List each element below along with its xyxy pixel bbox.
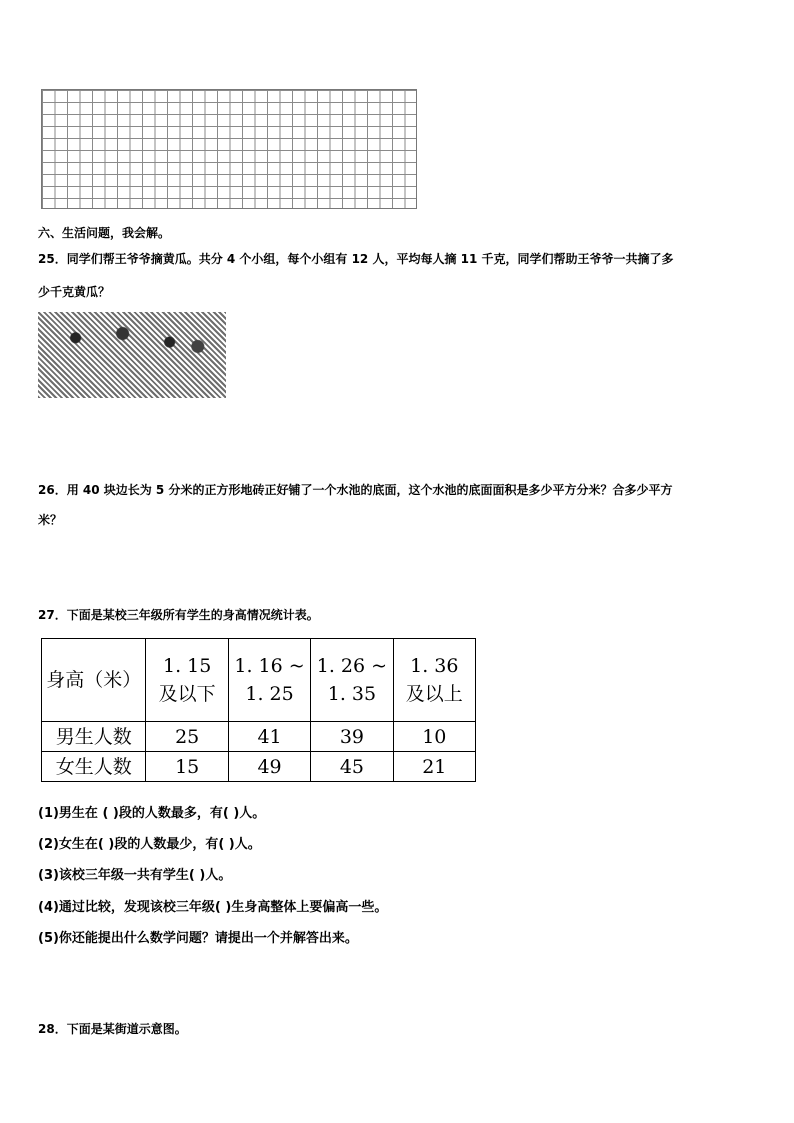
header-range-4: 1. 36 及以上: [393, 639, 475, 722]
question-27-sub3: (3)该校三年级一共有学生( )人。: [38, 868, 232, 883]
question-27-sub4: (4)通过比较，发现该校三年级( )生身高整体上要偏高一些。: [38, 900, 388, 915]
header-range-1: 1. 15 及以下: [146, 639, 228, 722]
question-27-sub1: (1)男生在 ( )段的人数最多，有( )人。: [38, 806, 266, 821]
answer-grid: [41, 89, 417, 209]
table-cell: 25: [146, 722, 228, 752]
table-cell: 21: [393, 752, 475, 782]
table-cell: 39: [311, 722, 393, 752]
question-26-line1: 26．用 40 块边长为 5 分米的正方形地砖正好铺了一个水池的底面，这个水池的底面面积是多少平方分米？合多少平方: [38, 483, 673, 497]
question-25-line1: 25．同学们帮王爷爷摘黄瓜。共分 4 个小组，每个小组有 12 人，平均每人摘 11 千克，同学们帮助王爷爷一共摘了多: [38, 252, 674, 266]
table-cell: 45: [311, 752, 393, 782]
table-row-boys: [42, 722, 476, 752]
row-label: 男生人数: [42, 722, 146, 752]
table-row-girls: [42, 752, 476, 782]
table-cell: 41: [228, 722, 310, 752]
row-label: 女生人数: [42, 752, 146, 782]
question-27-sub2: (2)女生在( )段的人数最少，有( )人。: [38, 837, 261, 852]
header-range-3: 1. 26 ~ 1. 35: [311, 639, 393, 722]
students-picking-cucumbers-image: [38, 312, 226, 398]
question-25-line2: 少千克黄瓜？: [38, 285, 111, 299]
question-27-sub5: (5)你还能提出什么数学问题？请提出一个并解答出来。: [38, 931, 358, 946]
question-27-intro: 27．下面是某校三年级所有学生的身高情况统计表。: [38, 608, 319, 622]
header-label: 身高（米）: [42, 639, 146, 722]
question-26-line2: 米？: [38, 513, 63, 527]
section-heading: 六、生活问题，我会解。: [38, 226, 171, 240]
table-header-row: [42, 639, 476, 722]
header-range-2: 1. 16 ~ 1. 25: [228, 639, 310, 722]
table-cell: 49: [228, 752, 310, 782]
height-stats-table: [41, 638, 476, 782]
question-28: 28．下面是某街道示意图。: [38, 1022, 187, 1036]
table-cell: 10: [393, 722, 475, 752]
table-cell: 15: [146, 752, 228, 782]
